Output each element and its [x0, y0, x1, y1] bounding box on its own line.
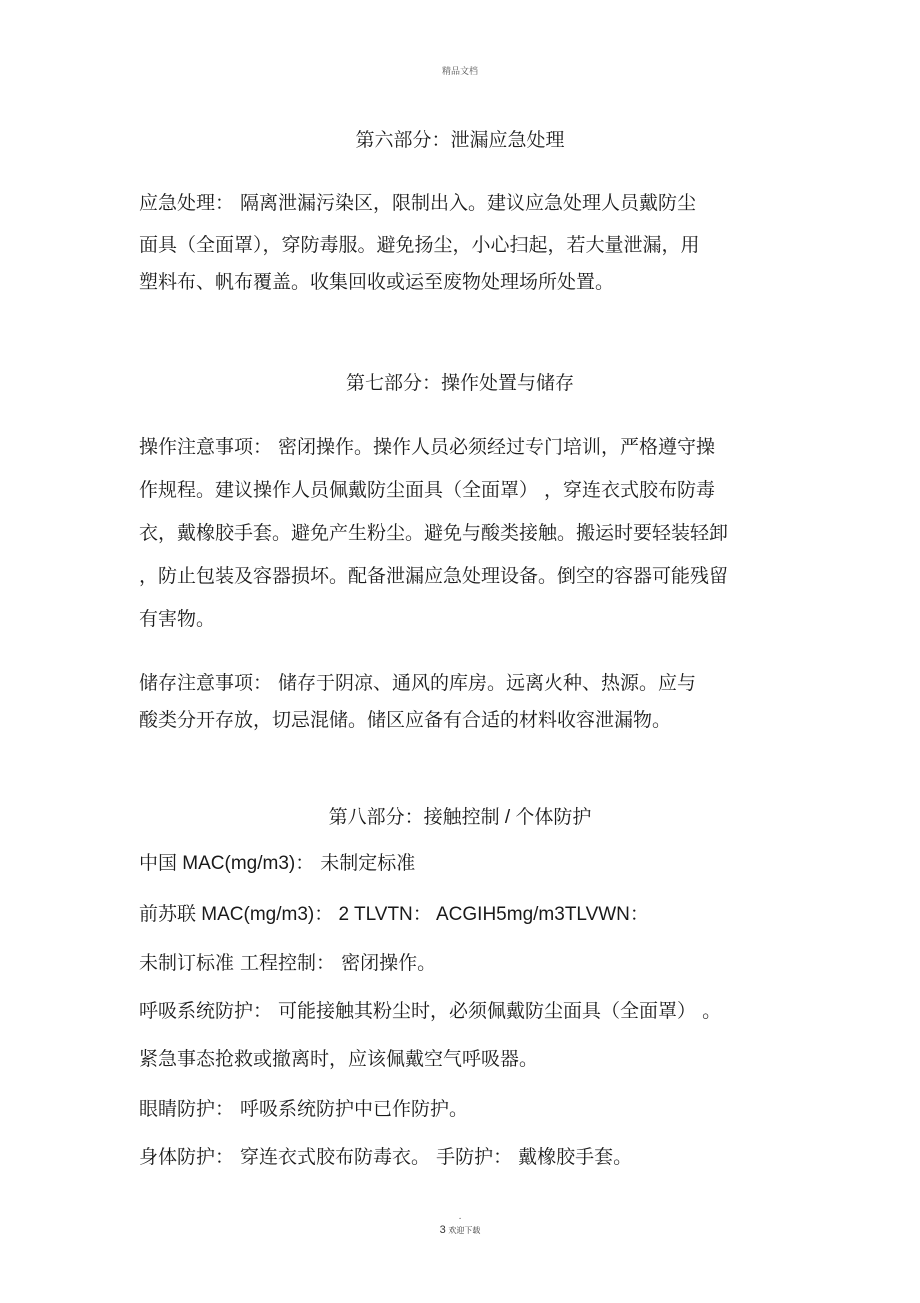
- section-6-line-3: 塑料布、帆布覆盖。收集回收或运至废物处理场所处置。: [139, 271, 615, 293]
- section-7-title: 第七部分：操作处置与储存: [345, 372, 574, 394]
- footer-dot: .: [458, 1212, 462, 1222]
- emergency-line: 紧急事态抢救或撤离时，应该佩戴空气呼吸器。: [139, 1048, 539, 1070]
- section-6-title: 第六部分：泄漏应急处理: [355, 129, 565, 151]
- page-footer: [0, 1224, 920, 1236]
- storage-line-1: 储存注意事项： 储存于阴凉、通风的库房。远离火种、热源。应与: [139, 672, 697, 694]
- operation-line-3: 衣，戴橡胶手套。避免产生粉尘。避免与酸类接触。搬运时要轻装轻卸: [139, 522, 729, 544]
- operation-line-2: 作规程。建议操作人员佩戴防尘面具（全面罩） ，穿连衣式胶布防毒: [139, 479, 716, 501]
- engineering-control-line: 未制订标准 工程控制： 密闭操作。: [139, 952, 437, 974]
- operation-line-1: 操作注意事项： 密闭操作。操作人员必须经过专门培训，严格遵守操: [139, 436, 716, 458]
- ussr-mac-line: [139, 899, 649, 926]
- section-6-line-2: 面具（全面罩），穿防毒服。避免扬尘，小心扫起，若大量泄漏，用: [139, 234, 700, 256]
- eye-protection-line: 眼睛防护： 呼吸系统防护中已作防护。: [139, 1098, 469, 1120]
- section-6-line-1: 应急处理： 隔离泄漏污染区，限制出入。建议应急处理人员戴防尘: [139, 192, 697, 214]
- operation-line-4: ，防止包装及容器损坏。配备泄漏应急处理设备。倒空的容器可能残留: [139, 565, 729, 587]
- page-number: 3: [439, 1224, 446, 1236]
- china-mac-unit: MAC(mg/m3)：: [177, 853, 315, 874]
- china-mac-value: 未制定标准: [314, 852, 416, 874]
- section-8-title-prefix: 第八部分：接触控制: [328, 806, 500, 828]
- respiratory-protection-line: 呼吸系统防护： 可能接触其粉尘时，必须佩戴防尘面具（全面罩） 。: [139, 1000, 722, 1022]
- china-mac-line: [139, 848, 415, 875]
- page-header: 精品文档: [441, 67, 478, 77]
- footer-label: 欢迎下载: [445, 1226, 481, 1235]
- section-8-title-suffix: 个体防护: [515, 806, 592, 828]
- section-8-title-slash: /: [499, 807, 516, 828]
- ussr-mac-label: 前苏联: [139, 903, 197, 925]
- storage-line-2: 酸类分开存放，切忌混储。储区应备有合适的材料收容泄漏物。: [139, 709, 672, 731]
- operation-line-5: 有害物。: [139, 608, 216, 630]
- ussr-mac-values: MAC(mg/m3)： 2 TLVTN： ACGIH5mg/m3TLVWN：: [196, 904, 649, 925]
- section-8-title: [0, 802, 920, 829]
- china-mac-label: 中国: [139, 852, 178, 874]
- body-protection-line: 身体防护： 穿连衣式胶布防毒衣。 手防护： 戴橡胶手套。: [139, 1146, 633, 1168]
